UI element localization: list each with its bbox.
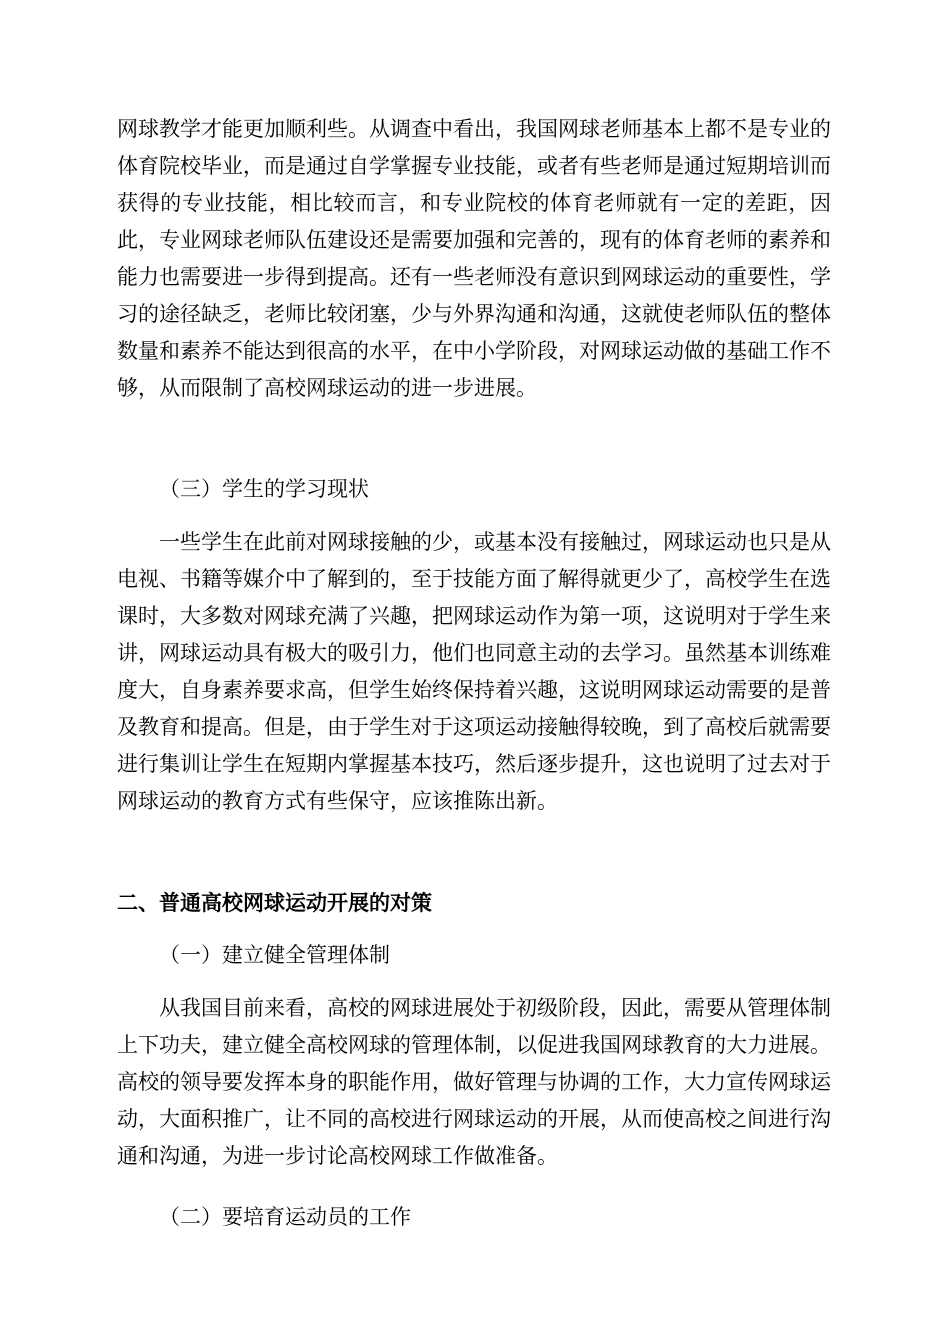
paragraph-student-status: 一些学生在此前对网球接触的少，或基本没有接触过，网球运动也只是从电视、书籍等媒介中了解到的，至于技能方面了解得就更少了，高校学生在选课时，大多数对网球充满了兴趣，把网球运动作为第一项，这说明对于学生来讲，网球运动具有极大的吸引力，他们也同意主动的去学习。虽然基本训练难度大，自身素养要求高，但学生始终保持着兴趣，这说明网球运动需要的是普及教育和提高。但是，由于学生对于这项运动接触得较晚，到了高校后就需要进行集训让学生在短期内掌握基本技巧，然后逐步提升，这也说明了过去对于网球运动的教育方式有些保守，应该推陈出新。 [117, 530, 831, 813]
paragraph-teacher-team: 网球教学才能更加顺利些。从调查中看出，我国网球老师基本上都不是专业的体育院校毕业，而是通过自学掌握专业技能，或者有些老师是通过短期培训而获得的专业技能，相比较而言，和专业院校的体育老师就有一定的差距，因此，专业网球老师队伍建设还是需要加强和完善的，现有的体育老师的素养和能力也需要进一步得到提高。还有一些老师没有意识到网球运动的重要性，学习的途径缺乏，老师比较闭塞，少与外界沟通和沟通，这就使老师队伍的整体数量和素养不能达到很高的水平，在中小学阶段，对网球运动做的基础工作不够，从而限制了高校网球运动的进一步进展。 [117, 117, 831, 400]
subheading-student-status: （三）学生的学习现状 [159, 477, 369, 501]
paragraph-management-system: 从我国目前来看，高校的网球进展处于初级阶段，因此，需要从管理体制上下功夫，建立健全高校网球的管理体制，以促进我国网球教育的大力进展。高校的领导要发挥本身的职能作用，做好管理与协调的工作，大力宣传网球运动，大面积推广，让不同的高校进行网球运动的开展，从而使高校之间进行沟通和沟通，为进一步讨论高校网球工作做准备。 [117, 996, 831, 1168]
section-heading-countermeasures: 二、普通高校网球运动开展的对策 [117, 890, 432, 915]
subheading-athlete-training: （二）要培育运动员的工作 [159, 1205, 411, 1229]
subheading-management-system: （一）建立健全管理体制 [159, 943, 390, 967]
